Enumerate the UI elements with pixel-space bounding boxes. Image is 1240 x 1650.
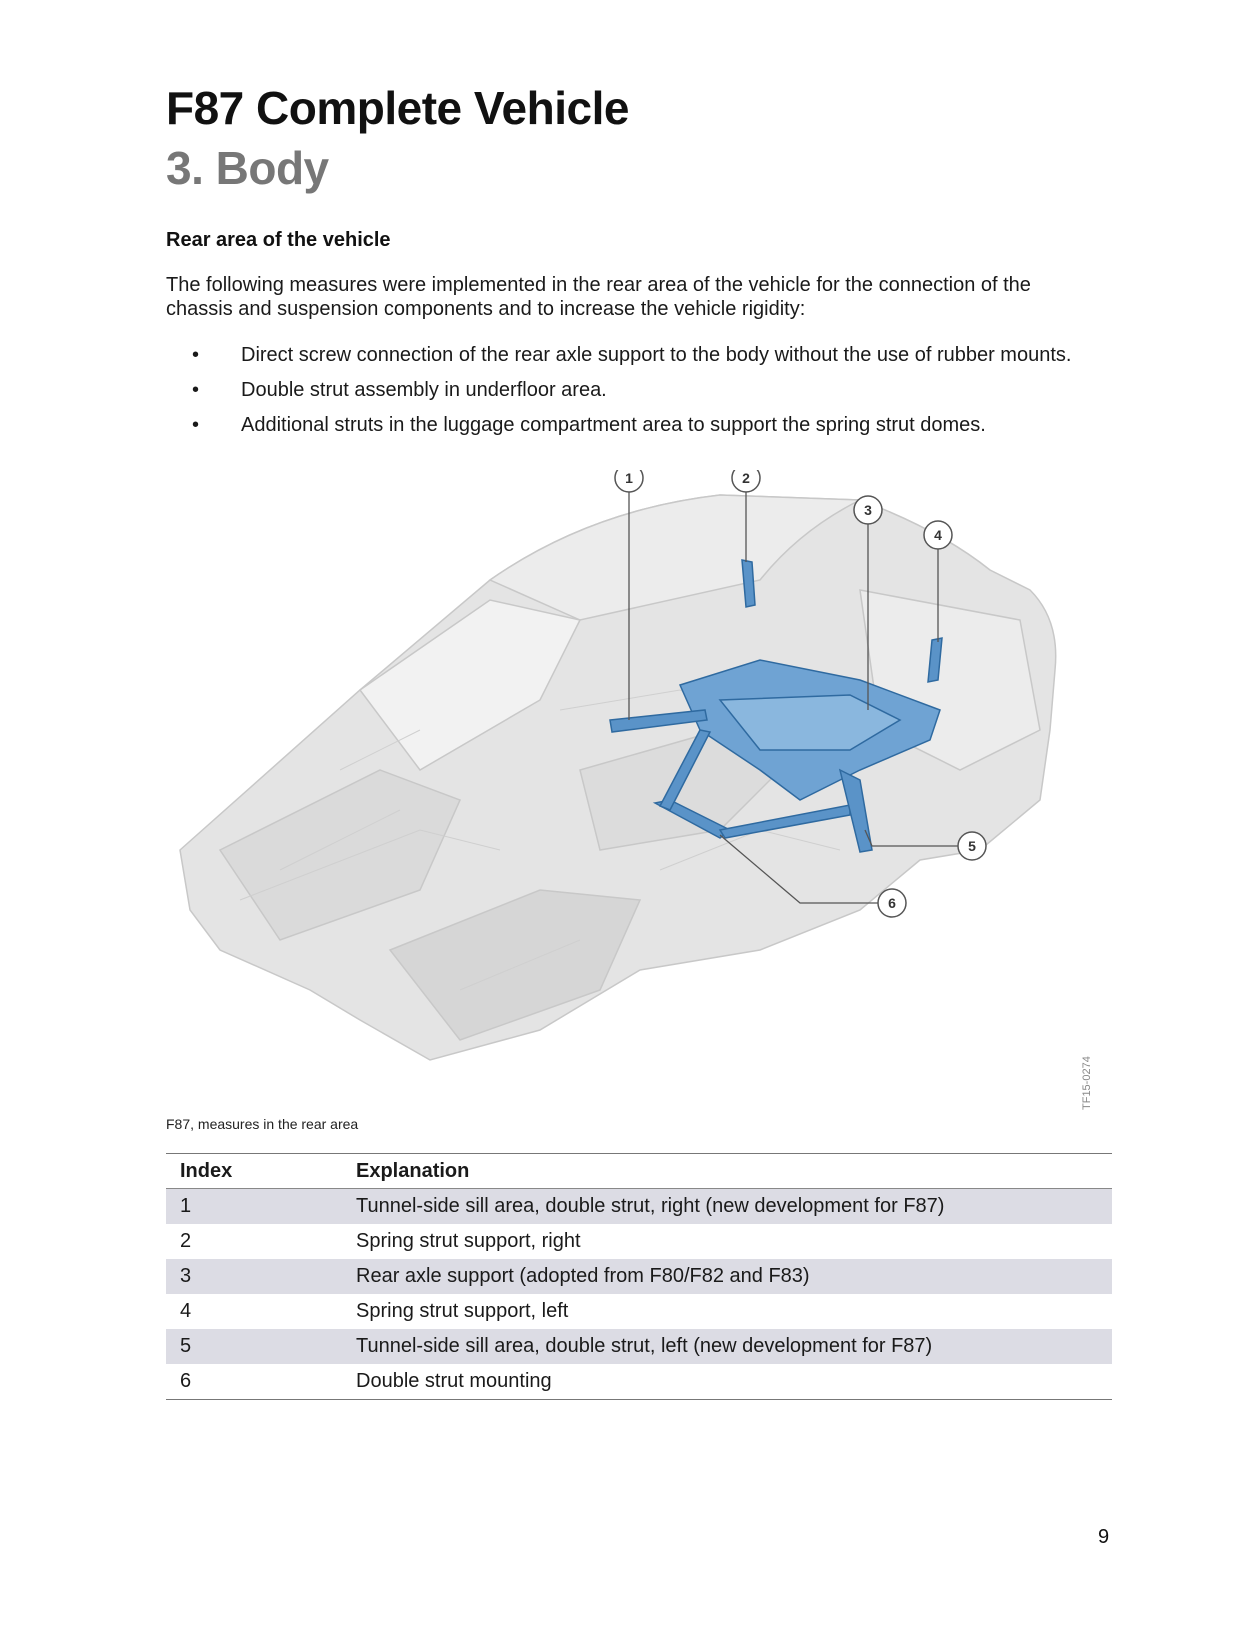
callout-5 — [958, 832, 986, 860]
row-explanation: Spring strut support, right — [356, 1230, 581, 1252]
vehicle-figure — [160, 470, 1100, 1120]
callout-1 — [615, 470, 643, 492]
row-explanation: Tunnel-side sill area, double strut, right (new development for F87) — [354, 1189, 1112, 1225]
section-heading: Rear area of the vehicle — [166, 229, 391, 251]
figure-caption: F87, measures in the rear area — [166, 1116, 359, 1132]
table-header-row — [166, 1154, 1112, 1189]
header-explanation: Explanation — [354, 1154, 1112, 1189]
callout-4 — [924, 521, 952, 549]
row-index: 5 — [166, 1329, 354, 1364]
svg-text:3: 3 — [864, 502, 872, 518]
bullet-icon: • — [192, 414, 200, 436]
row-explanation: Rear axle support (adopted from F80/F82 and F83) — [354, 1259, 1112, 1294]
bullet-icon: • — [192, 379, 200, 401]
page-title: F87 Complete Vehicle — [166, 82, 629, 134]
bullet-text: Direct screw connection of the rear axle support to the body without the use of rubber mounts. — [241, 344, 1072, 366]
bullet-item — [166, 378, 1126, 402]
svg-text:6: 6 — [888, 895, 896, 911]
row-explanation: Double strut mounting — [356, 1370, 552, 1392]
svg-text:1: 1 — [625, 470, 633, 486]
row-index: 4 — [180, 1300, 192, 1322]
image-code: TF15-0274 — [1081, 1056, 1093, 1110]
callout-3 — [854, 496, 882, 524]
row-index: 2 — [180, 1230, 192, 1252]
table-row — [166, 1259, 1112, 1294]
row-explanation: Spring strut support, left — [356, 1300, 569, 1322]
table-row — [166, 1224, 1112, 1259]
bullet-icon: • — [192, 344, 200, 366]
header-index: Index — [166, 1154, 354, 1189]
row-index: 3 — [166, 1259, 354, 1294]
svg-text:4: 4 — [934, 527, 942, 543]
page-number: 9 — [1098, 1526, 1110, 1548]
row-explanation: Tunnel-side sill area, double strut, left (new development for F87) — [354, 1329, 1112, 1364]
body-shell — [180, 495, 1056, 1060]
intro-paragraph: The following measures were implemented in the rear area of the vehicle for the connection of the chassis and suspension components and to increase the vehicle rigidity: — [166, 274, 1031, 320]
index-table — [166, 1153, 1112, 1400]
bullet-list — [166, 343, 1126, 448]
vehicle-illustration — [160, 470, 1100, 1120]
table-row — [166, 1364, 1112, 1400]
row-index: 1 — [166, 1189, 354, 1225]
bullet-item — [166, 343, 1126, 367]
row-index: 6 — [180, 1370, 192, 1392]
table-row — [166, 1189, 1112, 1225]
page-subtitle: 3. Body — [166, 142, 329, 194]
bullet-text: Additional struts in the luggage compartment area to support the spring strut domes. — [241, 414, 986, 436]
table-row — [166, 1294, 1112, 1329]
bullet-text: Double strut assembly in underfloor area. — [241, 379, 607, 401]
svg-text:2: 2 — [742, 470, 750, 486]
table-row — [166, 1329, 1112, 1364]
svg-text:5: 5 — [968, 838, 976, 854]
callout-6 — [878, 889, 906, 917]
bullet-item — [166, 413, 1126, 437]
callout-2 — [732, 470, 760, 492]
